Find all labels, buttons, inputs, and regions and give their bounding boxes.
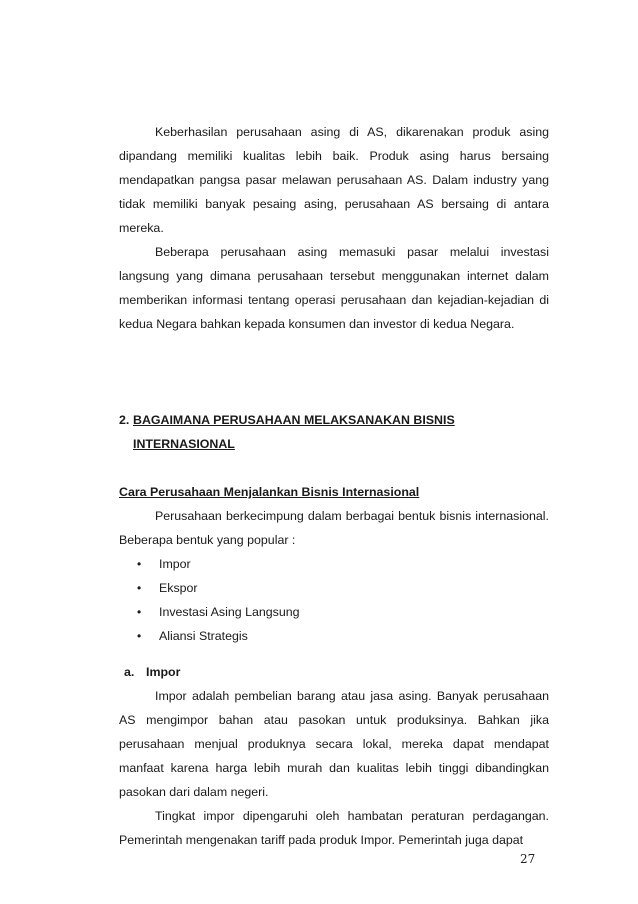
page-number: 27: [520, 852, 536, 866]
list-item-label: Ekspor: [159, 581, 198, 595]
section-spacer: [119, 336, 549, 408]
list-item: [119, 624, 549, 648]
paragraph-impor-definition: Impor adalah pembelian barang atau jasa asing. Banyak perusahaan AS mengimpor bahan atau pasokan untuk produksinya. Bahkan jika perusahaan menjual produknya secara lokal, mereka dapat mendapat manfaat karena harga lebih murah dan kualitas lebih tinggi dibandingkan pasokan dari dalam negeri.: [119, 689, 549, 799]
paragraph-intro-forms: Perusahaan berkecimpung dalam berbagai bentuk bisnis internasional. Beberapa bentuk yang popular :: [119, 509, 549, 547]
impor-letter: a.: [124, 665, 135, 679]
subsection-title: Cara Perusahaan Menjalankan Bisnis Internasional: [119, 485, 420, 499]
bullet-list: [119, 552, 549, 648]
list-item-label: Impor: [159, 557, 191, 571]
page-content: [119, 120, 549, 852]
paragraph-direct-investment: Beberapa perusahaan asing memasuki pasar melalui investasi langsung yang dimana perusahaan tersebut menggunakan internet dalam memberikan informasi tentang operasi perusahaan dan kejadian-kejadian di kedua Negara bahkan kepada konsumen dan investor di kedua Negara.: [119, 245, 549, 331]
list-item-label: Aliansi Strategis: [159, 629, 248, 643]
list-item-label: Investasi Asing Langsung: [159, 605, 300, 619]
impor-spacer: [119, 648, 549, 660]
paragraph-foreign-success: Keberhasilan perusahaan asing di AS, dikarenakan produk asing dipandang memiliki kualitas lebih baik. Produk asing harus bersaing mendapatkan pangsa pasar melawan perusahaan AS. Dalam industry yang tidak memiliki banyak pesaing asing, perusahaan AS bersaing di antara mereka.: [119, 125, 549, 235]
section-heading-continued: [133, 432, 549, 456]
impor-title: Impor: [146, 665, 181, 679]
section-number: 2.: [119, 413, 130, 427]
subsection-spacer: [119, 456, 549, 480]
list-item: [119, 576, 549, 600]
section-title-line1: BAGAIMANA PERUSAHAAN MELAKSANAKAN BISNIS: [133, 413, 455, 427]
impor-heading: [119, 660, 549, 684]
list-item: [119, 600, 549, 624]
paragraph-impor-level: Tingkat impor dipengaruhi oleh hambatan peraturan perdagangan. Pemerintah mengenakan tariff pada produk Impor. Pemerintah juga dapat: [119, 809, 549, 847]
bullet-icon: •: [137, 629, 142, 643]
section-heading: [119, 408, 549, 432]
bullet-icon: •: [137, 581, 142, 595]
bullet-icon: •: [137, 557, 142, 571]
bullet-icon: •: [137, 605, 142, 619]
section-title-line2: INTERNASIONAL: [133, 437, 235, 451]
list-item: [119, 552, 549, 576]
